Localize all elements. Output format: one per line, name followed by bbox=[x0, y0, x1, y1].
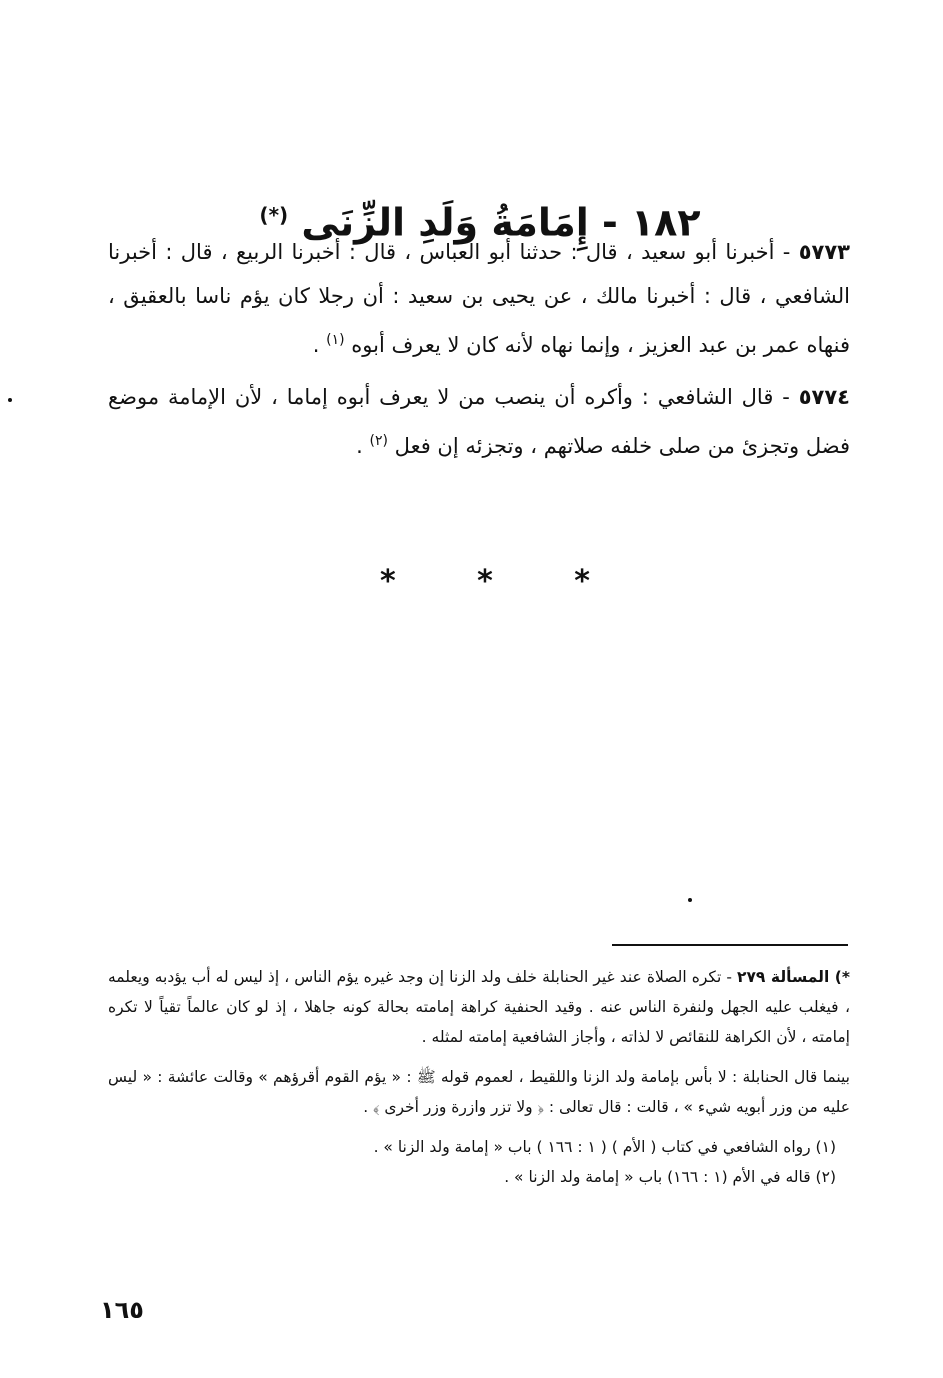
paragraph-number: ٥٧٧٣ bbox=[798, 240, 850, 264]
separator-star: * bbox=[477, 564, 493, 599]
paragraph-5773 bbox=[108, 230, 850, 367]
scan-speck bbox=[8, 398, 12, 402]
paragraph-5774 bbox=[108, 375, 850, 468]
footnotes bbox=[108, 962, 850, 1192]
paragraph-text: - قال الشافعي : وأكره أن ينصب من لا يعرف أبوه إماما ، لأن الإمامة موضع فضل وتجزئ من صلى خلفه صلاتهم ، وتجزئه إن فعل bbox=[108, 385, 850, 458]
footnote-hanbali: بينما قال الحنابلة : لا بأس بإمامة ولد الزنا واللقيط ، لعموم قوله ﷺ : « يؤم القوم أقرؤهم » وقالت عائشة : « ليس عليه من وزر أبويه شيء » ، قالت : قال تعالى : ﴿ ولا تزر وازرة وزر أخرى ﴾ . bbox=[108, 1068, 850, 1116]
footnote-refs bbox=[108, 1132, 850, 1192]
footnote-main-text: - تكره الصلاة عند غير الحنابلة خلف ولد الزنا إن وجد غيره يؤم الناس ، إذ ليس له أب يؤدبه ويعلمه ، فيغلب عليه الجهل ولنفرة الناس عنه . وقيد الحنفية كراهة إمامته بحالة كونه جاهلا ، إذ لو كان عالماً تقياً لا تكره إمامته ، لأن الكراهة للنقائص لا لذاته ، وأجاز الشافعية إمامته لمثله . bbox=[108, 968, 850, 1046]
scan-speck bbox=[688, 898, 692, 902]
separator-star: * bbox=[380, 564, 396, 599]
footnote-lead: *) المسألة ٢٧٩ bbox=[737, 968, 850, 986]
footnote-main bbox=[108, 962, 850, 1052]
footnote-ref-2: (٢) bbox=[369, 433, 388, 449]
footnote-divider bbox=[612, 944, 848, 946]
paragraph-text: - أخبرنا أبو سعيد ، قال : حدثنا أبو العباس ، قال : أخبرنا الربيع ، قال : أخبرنا الشافعي ، قال : أخبرنا مالك ، عن يحيى بن سعيد : أن رجلا كان يؤم ناسا بالعقيق ، فنهاه عمر بن عبد العزيز ، وإنما نهاه لأنه كان لا يعرف أبوه bbox=[108, 240, 850, 357]
main-text bbox=[108, 230, 850, 468]
separator-star: * bbox=[574, 564, 590, 599]
paragraph-number: ٥٧٧٤ bbox=[798, 385, 850, 409]
chapter-note-mark: (*) bbox=[259, 203, 289, 228]
chapter-title-text: ١٨٢ - إِمَامَةُ وَلَدِ الزِّنَى bbox=[301, 201, 701, 246]
footnote-ref-text-2: (٢) قاله في الأم (١ : ١٦٦) باب « إمامة ولد الزنا » . bbox=[504, 1168, 836, 1186]
paragraph-end: . bbox=[312, 333, 327, 357]
section-separator bbox=[380, 562, 590, 602]
paragraph-end: . bbox=[356, 434, 370, 458]
footnote-ref-text-1: (١) رواه الشافعي في كتاب ( الأم ) ( ١ : ١٦٦ ) باب « إمامة ولد الزنا » . bbox=[373, 1138, 836, 1156]
page-number: ١٦٥ bbox=[100, 1296, 144, 1324]
footnote-ref-1: (١) bbox=[326, 332, 345, 348]
